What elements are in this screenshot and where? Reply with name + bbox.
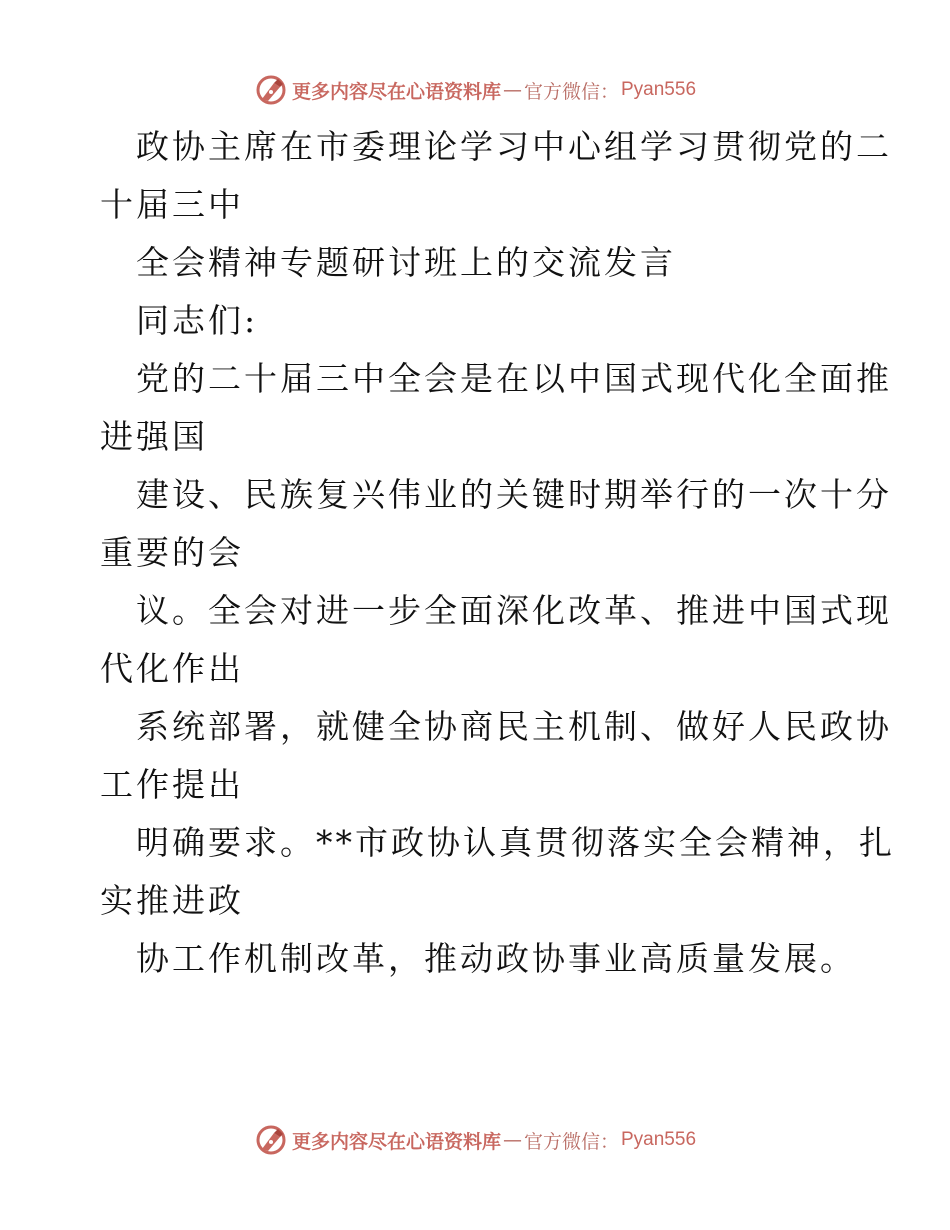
paragraph-line: 重要的会: [100, 533, 244, 572]
title-line-2: 十届三中: [100, 185, 244, 224]
watermark-wechat-label: 官方微信：: [523, 80, 619, 103]
pen-nib-logo-icon: [254, 1123, 288, 1157]
salutation: 同志们:: [136, 301, 259, 340]
title-line-1: 政协主席在市委理论学习中心组学习贯彻党的二: [136, 127, 892, 166]
paragraph-line: 议。全会对进一步全面深化改革、推进中国式现: [136, 591, 892, 630]
paragraph-line: 协工作机制改革，推动政协事业高质量发展。: [136, 939, 856, 978]
paragraph-line: 代化作出: [100, 649, 244, 688]
title-line-3: 全会精神专题研讨班上的交流发言: [136, 243, 676, 282]
watermark-site-text: 更多内容尽在心语资料库: [291, 1130, 501, 1153]
paragraph-line: 系统部署，就健全协商民主机制、做好人民政协: [136, 707, 892, 746]
footer-watermark: [0, 1122, 950, 1158]
watermark-site-text: 更多内容尽在心语资料库: [291, 80, 501, 103]
watermark-wechat-id: Pyan556: [621, 79, 697, 100]
paragraph-line: 党的二十届三中全会是在以中国式现代化全面推: [136, 359, 892, 398]
watermark-separator: —: [502, 79, 522, 101]
paragraph-line: 工作提出: [100, 765, 244, 804]
paragraph-line: 实推进政: [100, 881, 244, 920]
paragraph-line: 进强国: [100, 417, 208, 456]
document-body: [100, 118, 895, 988]
watermark-wechat-label: 官方微信：: [523, 1130, 619, 1153]
paragraph-line: 明确要求。**市政协认真贯彻落实全会精神，扎: [136, 823, 895, 862]
header-watermark: [0, 72, 950, 108]
watermark-separator: —: [502, 1129, 522, 1151]
paragraph-line: 建设、民族复兴伟业的关键时期举行的一次十分: [136, 475, 892, 514]
watermark-wechat-id: Pyan556: [621, 1129, 697, 1150]
pen-nib-logo-icon: [254, 73, 288, 107]
